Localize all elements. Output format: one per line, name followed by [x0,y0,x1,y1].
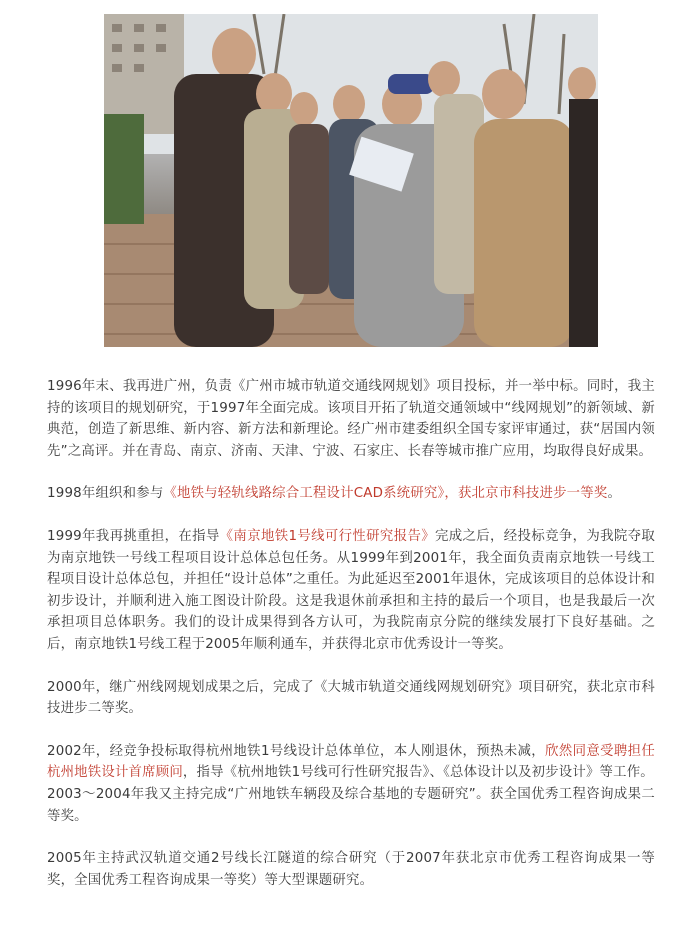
paragraph-2003 [47,784,655,827]
text-segment: 2002年，经竞争投标取得杭州地铁1号线设计总体单位，本人刚退休，预热未减， [47,743,546,759]
text-segment: 2003～2004年我又主持完成“广州地铁车辆段及综合基地的专题研究”。获全国优秀工程咨询成果二等奖。 [47,786,655,824]
text-segment: 1998年组织和参与 [47,486,164,502]
text-segment: ，指导《杭州地铁1号线可行性研究报告》、《总体设计以及初步设计》等工作。 [182,765,654,781]
text-segment: 2000年，继广州线网规划成果之后，完成了《大城市轨道交通线网规划研究》项目研究，获北京市科技进步二等奖。 [47,679,655,717]
text-segment: 1996年末、我再进广州，负责《广州市城市轨道交通线网规划》项目投标，并一举中标。同时，我主持的该项目的规划研究，于1997年全面完成。该项目开拓了轨道交通领域中“线网规划”的新领域、新典范，创造了新思维、新内容、新方法和新理论。经广州市建委组织全国专家评审通过，获“居国内领先”之高评。并在青岛、南京、济南、天津、宁波、石家庄、长春等城市推广应用，均取得良好成果。 [47,379,655,459]
highlighted-text: 《南京地铁1号线可行性研究报告》 [219,528,435,544]
paragraph-2002 [47,741,655,784]
text-segment: 2005年主持武汉轨道交通2号线长江隧道的综合研究（于2007年获北京市优秀工程咨询成果一等奖，全国优秀工程咨询成果一等奖）等大型课题研究。 [47,851,655,888]
text-segment: 完成之后，经投标竞争，为我院夺取为南京地铁一号线工程项目设计总体总包任务。从1999年到2001年，我全面负责南京地铁一号线工程项目设计总体总包，并担任“设计总体”之重任。为此延迟至2001年退休，完成该项目的总体设计和初步设计，并顺利进入施工图设计阶段。这是我退休前承担和主持的最后一个项目，也是我最后一次承担项目总体职务。我们的设计成果得到各方认可，为我院南京分院的继续发展打下良好基础。之后，南京地铁1号线工程于2005年顺利通车，并获得北京市优秀设计一等奖。 [47,528,655,652]
highlighted-text: 欣然同意受聘担任杭州地铁设计首席顾问 [47,743,655,781]
paragraph-1998 [47,483,655,505]
paragraph-1996 [47,376,655,462]
text-segment: 。 [607,486,622,502]
paragraph-1999 [47,526,655,656]
article-body [47,376,655,891]
text-segment: 1999年我再挑重担，在指导 [47,528,220,544]
paragraph-2000 [47,677,655,720]
group-photo [104,14,598,347]
paragraph-2005 [47,848,655,891]
highlighted-text: 《地铁与轻轨线路综合工程设计CAD系统研究》，获北京市科技进步一等奖 [163,486,608,502]
